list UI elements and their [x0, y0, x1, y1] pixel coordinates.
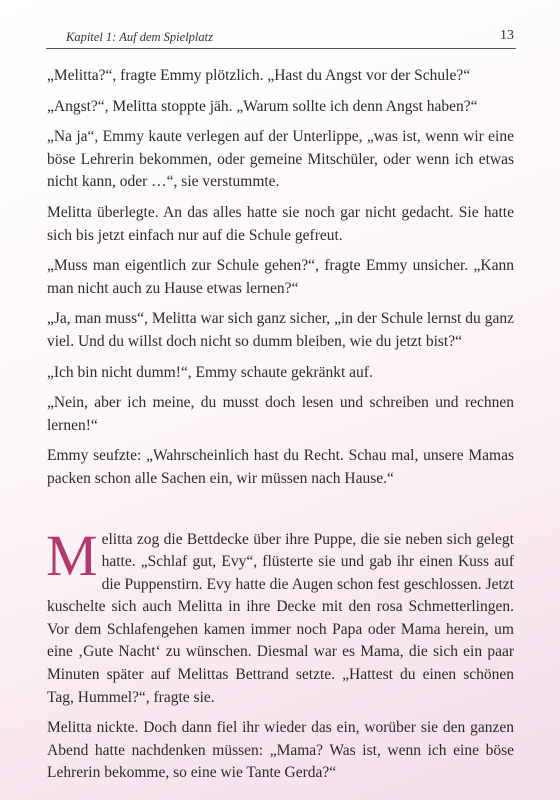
section-break: [47, 499, 514, 529]
paragraph: „Ich bin nicht dumm!“, Emmy schaute gekränkt auf.: [47, 363, 373, 381]
paragraph: Melitta überlegte. An das alles hatte sie noch gar nicht gedacht. Sie hatte sich bis jetzt einfach nur auf die Schule gefreut.: [47, 203, 514, 244]
paragraph-with-drop-cap: [46, 522, 514, 710]
paragraph: „Nein, aber ich meine, du musst doch lesen und schreiben und rechnen lernen!“: [47, 394, 514, 434]
chapter-title: Kapitel 1: Auf dem Spielplatz: [66, 30, 213, 44]
paragraph: Emmy seufzte: „Wahrscheinlich hast du Recht. Schau mal, unsere Mamas packen schon alle Sachen ein, wir müssen nach Hause.“: [47, 447, 514, 487]
page-number: 13: [500, 28, 514, 43]
paragraph-text: elitta zog die Bettdecke über ihre Puppe, die sie neben sich gelegt hatte. „Schlaf gut, Evy“, flüsterte sie und gab ihr einen Kuss auf die Puppenstirn. Evy hatte die Augen schon fest geschlossen. Jetzt kuschelte sich auch Melitta in ihre Decke mit den rosa Schmetterlingen. Vor dem Schlafengehen kamen immer noch Papa oder Mama herein, um eine ‚Gute Nacht‘ zu wünschen. Diesmal war es Mama, die sich ein paar Minuten später auf Melittas Bettrand setzte. „Hattest du einen schönen Tag, Hummel?“, fragte sie.: [47, 530, 514, 706]
page-body: [47, 65, 514, 793]
paragraph: Melitta nickte. Doch dann fiel ihr wieder das ein, worüber sie den ganzen Abend hatte nachdenken müssen: „Mama? Was ist, wenn ich eine böse Lehrerin bekomme, so eine wie Tante Gerda?“: [47, 719, 514, 782]
paragraph: „Na ja“, Emmy kaute verlegen auf der Unterlippe, „was ist, wenn wir eine böse Lehrerin bekommen, oder gemeine Mitschüler, oder wenn ich etwas nicht kann, oder …“, sie verstummte.: [47, 128, 514, 191]
paragraph: „Melitta?“, fragte Emmy plötzlich. „Hast du Angst vor der Schule?“: [47, 67, 471, 84]
running-header: [46, 18, 516, 49]
paragraph: „Muss man eigentlich zur Schule gehen?“, fragte Emmy unsicher. „Kann man nicht auch zu Hause etwas lernen?“: [47, 257, 514, 297]
drop-cap: M: [46, 522, 98, 588]
paragraph: „Ja, man muss“, Melitta war sich ganz sicher, „in der Schule lernst du ganz viel. Und du willst doch nicht so dumm bleiben, wie du jetzt bist?“: [47, 310, 514, 350]
paragraph: „Angst?“, Melitta stoppte jäh. „Warum sollte ich denn Angst haben?“: [47, 97, 478, 115]
